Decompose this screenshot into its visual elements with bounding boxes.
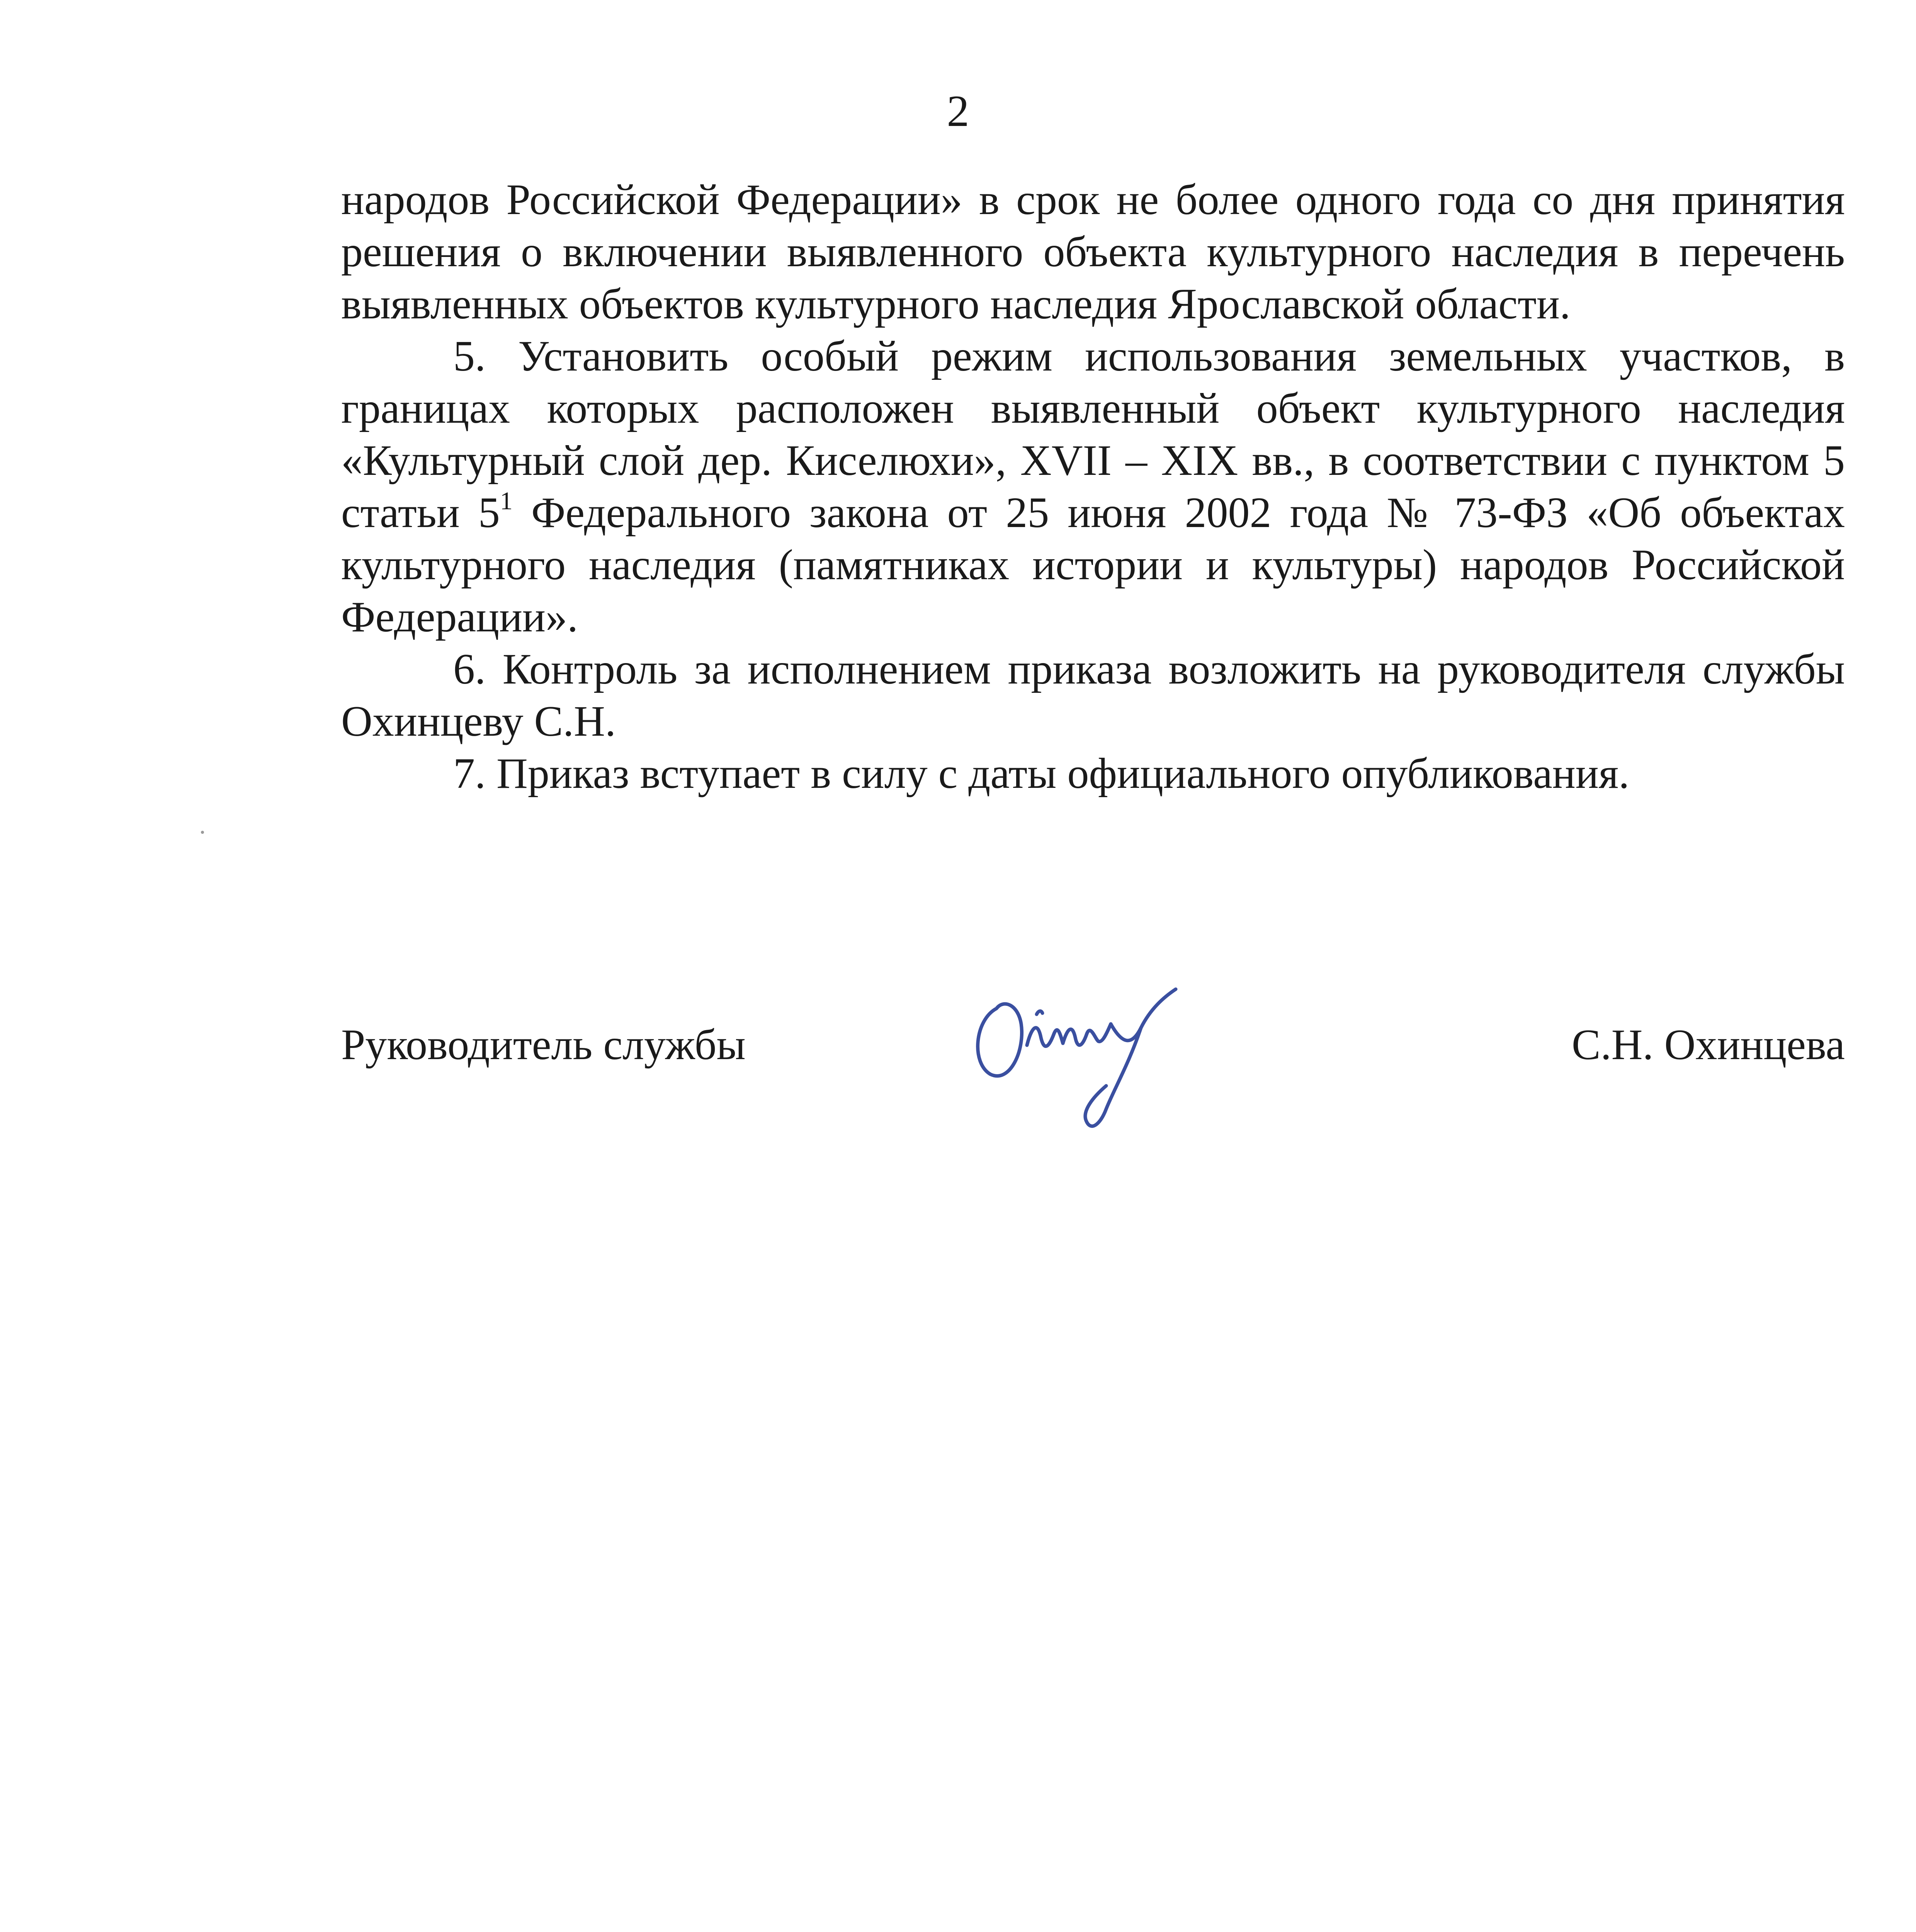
paragraph-item-7: 7. Приказ вступает в силу с даты официального опубликования. [453, 750, 1630, 798]
scan-speck [201, 831, 204, 834]
handwritten-signature [959, 962, 1199, 1140]
item-5-text-after: Федерального закона от 25 июня 2002 года № 73-ФЗ «Об объектах культурного наследия (памятниках истории и культуры) народов Российской Федерации». [341, 489, 1845, 641]
signatory-name: С.Н. Охинцева [1571, 1021, 1845, 1069]
item-5-text-before: 5. Установить особый режим использования земельных участков, в границах которых расположен выявленный объект культурного наследия «Культурный слой дер. Киселюхи», XVII – XIX вв., в соответствии с пунктом 5 статьи 5 [341, 332, 1845, 537]
paragraph-item-6: 6. Контроль за исполнением приказа возложить на руководителя службы Охинцеву С.Н. [341, 645, 1845, 745]
document-body [341, 174, 1845, 800]
page-number: 2 [947, 87, 969, 136]
paragraph-continuation: народов Российской Федерации» в срок не более одного года со дня принятия решения о включении выявленного объекта культурного наследия в перечень выявленных объектов культурного наследия Ярославской области. [341, 176, 1845, 328]
paragraph-item-5 [341, 330, 1845, 643]
signatory-position: Руководитель службы [341, 1021, 746, 1069]
signature-block [341, 978, 1845, 1140]
item-5-superscript: 1 [500, 486, 513, 515]
